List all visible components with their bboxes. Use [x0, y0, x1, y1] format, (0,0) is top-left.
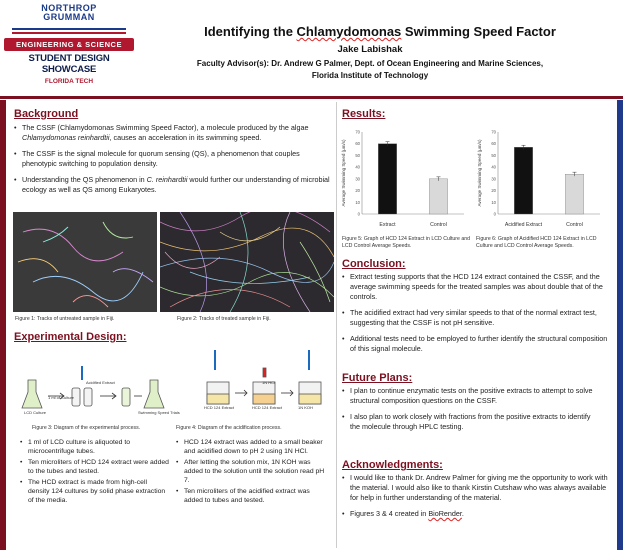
y-tick-label: 10 — [355, 199, 360, 205]
advisor-line-1: Faculty Advisor(s): Dr. Andrew G Palmer, Dept. of Ocean Engineering and Marine Sciences, — [196, 59, 544, 68]
fig3-label-2: 1 ml of Culture — [48, 395, 75, 400]
experimental-design-heading: Experimental Design: — [14, 331, 127, 343]
bar-control — [565, 174, 583, 214]
fig3-label-1: LCD Culture — [24, 410, 47, 415]
fig3-label-4: Swimming Speed Trials — [138, 410, 180, 415]
y-tick-label: 10 — [491, 199, 496, 205]
future-bullet-1: • I plan to continue enzymatic tests on the positive extracts to attempt to solve structural composition questions on the CSSF. — [342, 386, 602, 406]
figure-4-caption: Figure 4: Diagram of the acidification process. — [176, 425, 282, 431]
bar-extract — [378, 144, 396, 214]
logo-northrop: NORTHROP — [41, 3, 97, 13]
category-label: Extract — [379, 222, 396, 228]
exp-left-bullet-2: • Ten microliters of HCD 124 extract were added to the tubes and tested. — [20, 458, 170, 476]
logo-eng-science: ENGINEERING & SCIENCE — [4, 38, 134, 51]
exp-left-bullet-1: • 1 ml of LCD culture is aliquoted to microcentrifuge tubes. — [20, 438, 170, 456]
y-axis-label: Average Swimming Speed (μm/s) — [341, 139, 346, 207]
future-plans-list — [342, 386, 602, 438]
header-divider — [0, 96, 623, 99]
treated-tracks-image — [160, 212, 334, 312]
future-plans-heading: Future Plans: — [342, 372, 413, 384]
acknowledgments-list — [342, 473, 610, 525]
conclusion-bullet-3: • Additional tests need to be employed to further identify the structural composition of this signal molecule. — [342, 334, 610, 354]
exp-left-bullet-3: • The HCD extract is made from high-cell density 124 cultures by solid phase extraction of the media. — [20, 478, 170, 505]
left-accent-band — [0, 100, 6, 550]
ack-bullet-2: • Figures 3 & 4 created in BioRender. — [342, 509, 610, 519]
y-tick-label: 20 — [355, 188, 360, 194]
fig4-label-3: HCD 124 Extract — [252, 405, 283, 410]
title-post: Swimming Speed Factor — [401, 24, 556, 39]
figure-2-caption: Figure 2: Tracks of treated sample in Fiji. — [177, 316, 271, 322]
conclusion-list — [342, 272, 610, 360]
right-accent-band — [617, 100, 623, 550]
future-bullet-2: • I also plan to work closely with fractions from the positive extracts to identify the molecule through HPLC testing. — [342, 412, 602, 432]
exp-right-bullet-1: • HCD 124 extract was added to a small beaker and acidified down to pH 2 using 1N HCl. — [176, 438, 330, 456]
conclusion-bullet-1: • Extract testing supports that the HCD 124 extract contained the CSSF, and the average swimming speeds for the treated samples was about double that of the controls. — [342, 272, 610, 302]
experimental-right-list — [176, 438, 330, 507]
title-pre: Identifying the — [204, 24, 297, 39]
logo-stripe — [12, 28, 126, 34]
background-bullet-1: • The CSSF (Chlamydomonas Swimming Speed Factor), a molecule produced by the algae Chlamydomonas reinhardtii, causes an acceleration in its swimming speed. — [14, 123, 330, 143]
y-tick-label: 70 — [355, 129, 360, 135]
fig4-label-2: 1N HCl — [262, 380, 275, 385]
y-tick-label: 30 — [491, 176, 496, 182]
y-tick-label: 0 — [493, 211, 496, 217]
experimental-left-list — [20, 438, 170, 507]
y-tick-label: 50 — [355, 152, 360, 158]
background-list — [14, 123, 330, 201]
y-axis-label: Average Swimming Speed (μm/s) — [477, 139, 482, 207]
bar-control — [429, 179, 447, 214]
organism-name: Chlamydomonas reinhardtii — [22, 133, 110, 142]
author-name: Jake Labishak — [337, 44, 403, 55]
y-tick-label: 50 — [491, 152, 496, 158]
chart-extract-vs-control — [340, 126, 470, 232]
background-bullet-3: • Understanding the QS phenomenon in C. reinhardtii would further our understanding of microbial ecology as well as QS among Eukaryotes. — [14, 175, 330, 195]
y-tick-label: 0 — [357, 211, 360, 217]
column-divider — [336, 102, 337, 548]
conclusion-bullet-2: • The acidified extract had very similar speeds to that of the normal extract test, suggesting that the CSSF is not pH sensitive. — [342, 308, 610, 328]
untreated-tracks-image — [13, 212, 157, 312]
category-label: Control — [566, 222, 583, 228]
figure-1-caption: Figure 1: Tracks of untreated sample in Fiji. — [15, 316, 115, 322]
category-label: Control — [430, 222, 447, 228]
exp-right-bullet-2: • After letting the solution mix, 1N KOH was added to the solution until the solution read pH 7. — [176, 458, 330, 485]
chart-acidified-vs-control — [476, 126, 606, 232]
y-tick-label: 20 — [491, 188, 496, 194]
conclusion-heading: Conclusion: — [342, 258, 406, 270]
advisor-line-2: Florida Institute of Technology — [311, 71, 429, 80]
logo-showcase: STUDENT DESIGN SHOWCASE — [28, 53, 110, 75]
organism-short-name: C. reinhardtii — [146, 175, 188, 184]
category-label: Acidified Extract — [504, 222, 543, 228]
y-tick-label: 70 — [491, 129, 496, 135]
figure-5-caption: Figure 5: Graph of HCD 124 Extract in LCD Culture and LCD Control Average Speeds. — [342, 236, 471, 249]
figure-3-caption: Figure 3: Diagram of the experimental process. — [32, 425, 141, 431]
fig4-label-4: 1N KOH — [298, 405, 313, 410]
logo-grumman: GRUMMAN — [43, 12, 95, 22]
exp-right-bullet-3: • Ten microliters of the acidified extract was added to tubes and tested. — [176, 487, 330, 505]
advisor-info — [140, 58, 600, 82]
y-tick-label: 60 — [355, 141, 360, 147]
results-heading: Results: — [342, 108, 386, 120]
y-tick-label: 60 — [491, 141, 496, 147]
logo-florida-tech: FLORIDA TECH — [44, 78, 94, 85]
biorender-link[interactable]: BioRender — [428, 509, 462, 518]
fig4-label-1: HCD 124 Extract — [204, 405, 235, 410]
y-tick-label: 40 — [355, 164, 360, 170]
y-tick-label: 30 — [355, 176, 360, 182]
figure-6-caption: Figure 6: Graph of Acidified HCD 124 Extract in LCD Culture and LCD Control Average Speeds. — [476, 236, 597, 249]
background-heading: Background — [14, 108, 79, 120]
acknowledgments-heading: Acknowledgments: — [342, 459, 443, 471]
background-bullet-2: • The CSSF is the signal molecule for quorum sensing (QS), a phenomenon that couples phenotypic switching to population density. — [14, 149, 330, 169]
y-tick-label: 40 — [491, 164, 496, 170]
ack-bullet-1: • I would like to thank Dr. Andrew Palmer for giving me the opportunity to work with the material. I would also like to thank Kirstin Cutshaw who was always available for help in further understanding of the material. — [342, 473, 610, 503]
showcase-logo — [4, 4, 134, 96]
title-organism: Chlamydomonas — [296, 24, 402, 39]
fig3-label-3: Acidified Extract — [86, 380, 115, 385]
bar-acidified-extract — [514, 147, 532, 214]
poster-title — [140, 24, 620, 39]
